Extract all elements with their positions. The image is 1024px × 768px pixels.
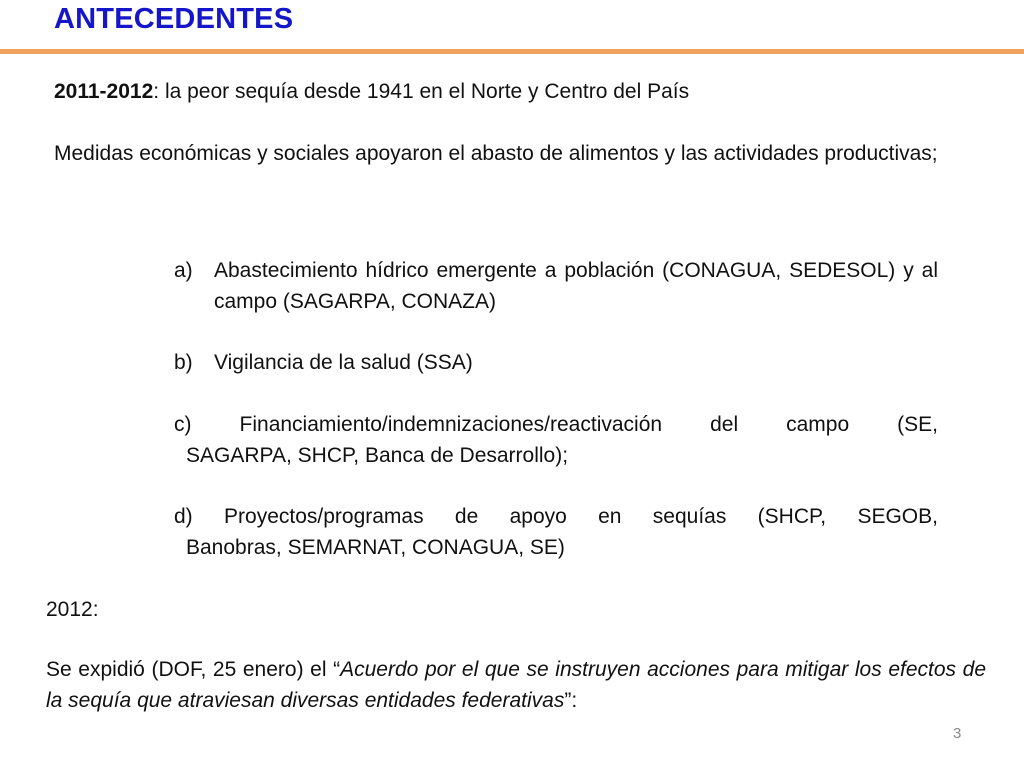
- list-text-a: Abastecimiento hídrico emergente a población (CONAGUA, SEDESOL) y al campo (SAGARPA, CONAZA): [214, 259, 938, 313]
- intro-years: 2011-2012: [54, 80, 154, 103]
- list-text-c-line2: SAGARPA, SHCP, Banca de Desarrollo);: [186, 444, 569, 467]
- list-item-a: [174, 255, 938, 317]
- list-text-d-line1: Proyectos/programas de apoyo en sequías (SHCP, SEGOB,: [224, 505, 938, 528]
- list-marker-d: d): [174, 505, 193, 528]
- list-item-b: [174, 347, 938, 378]
- list-marker-a: a): [174, 259, 193, 282]
- page-number: 3: [953, 725, 962, 742]
- list-text-c-line1: Financiamiento/indemnizaciones/reactivación del campo (SE,: [239, 413, 938, 436]
- list-marker-c: c): [174, 413, 192, 436]
- intro-paragraph: [54, 76, 984, 107]
- list-line1-d: [174, 501, 938, 532]
- expidio-prefix: Se expidió (DOF, 25 enero) el “: [46, 658, 341, 681]
- list-text-d-line2: Banobras, SEMARNAT, CONAGUA, SE): [186, 536, 565, 559]
- list-line1-c: [174, 409, 938, 440]
- medidas-paragraph: Medidas económicas y sociales apoyaron el abasto de alimentos y las actividades productivas;: [54, 142, 938, 165]
- slide-title: ANTECEDENTES: [54, 3, 294, 35]
- list-item-c: [174, 409, 938, 471]
- acuerdo-title: Acuerdo por el que se instruyen acciones para mitigar los efectos de la sequía que atraviesan diversas entidades federativas: [46, 658, 987, 712]
- list-text-b: Vigilancia de la salud (SSA): [214, 351, 473, 374]
- list-item-d: [174, 501, 938, 563]
- intro-text: : la peor sequía desde 1941 en el Norte y Centro del País: [153, 80, 690, 103]
- title-divider: [0, 49, 1024, 54]
- list-marker-b: b): [174, 351, 193, 374]
- expidio-paragraph: [46, 654, 986, 716]
- expidio-suffix: ”:: [564, 689, 578, 712]
- year-2012-label: 2012:: [46, 598, 99, 621]
